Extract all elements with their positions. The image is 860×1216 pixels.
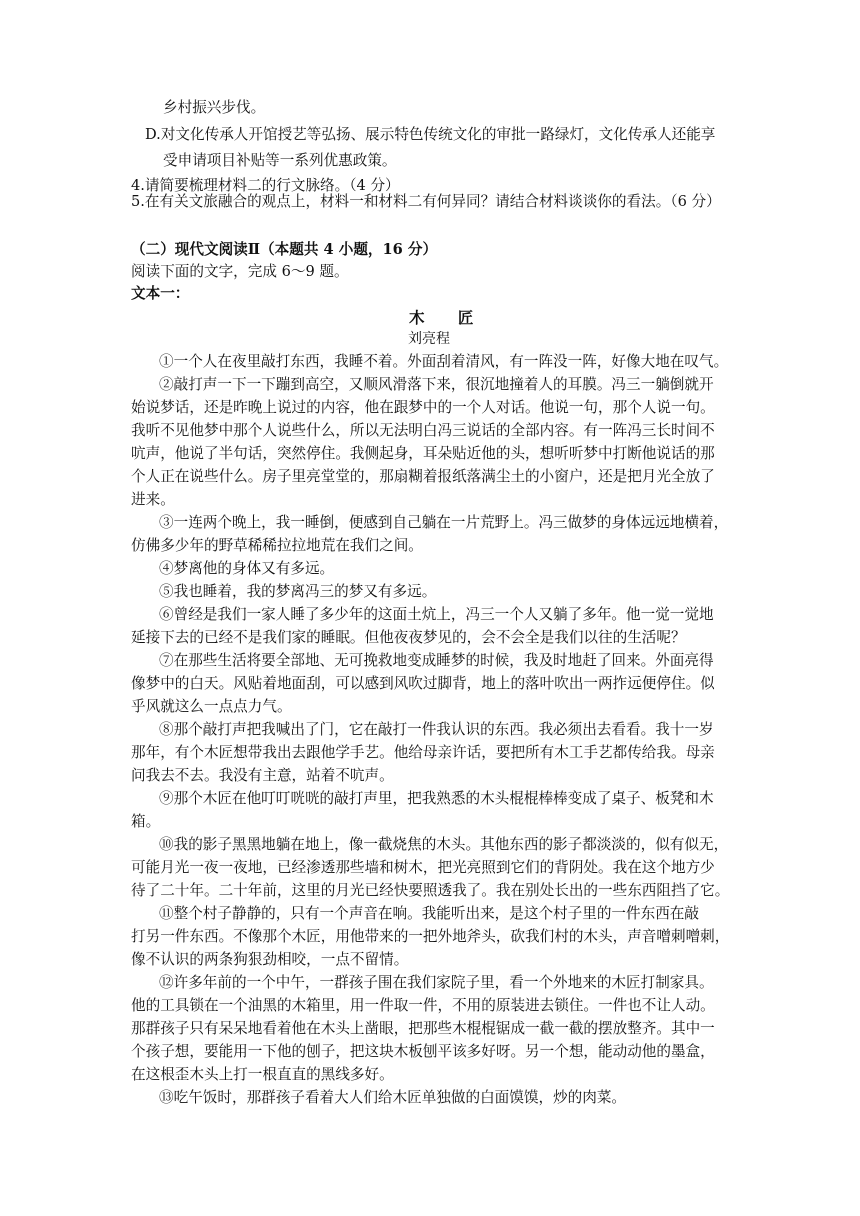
paragraph-line: ⑫许多年前的一个中午，一群孩子围在我们家院子里，看一个外地来的木匠打制家具。 — [159, 974, 714, 991]
paragraph-line: 延接下去的已经不是我们家的睡眠。但他夜夜梦见的，会不会全是我们以往的生活呢？ — [131, 629, 686, 646]
paragraph-line: 待了二十年。二十年前，这里的月光已经快要照透我了。我在别处长出的一些东西阻挡了它。 — [131, 882, 730, 899]
paragraph-line: 乎风就这么一点点力气。 — [131, 698, 292, 715]
paragraph-line: ⑤我也睡着，我的梦离冯三的梦又有多远。 — [159, 583, 437, 600]
paragraph-line: ⑬吃午饭时，那群孩子看着大人们给木匠单独做的白面馍馍，炒的肉菜。 — [159, 1089, 627, 1106]
paragraph-line: ⑪整个村子静静的，只有一个声音在响。我能听出来，是这个村子里的一件东西在敲 — [159, 905, 699, 922]
paragraph-line: 问我去不去。我没有主意，站着不吭声。 — [131, 767, 394, 784]
paragraph-line: 可能月光一夜一夜地，已经渗透那些墙和树木，把光亮照到它们的背阴处。我在这个地方少 — [131, 859, 715, 876]
paragraph-line: 他的工具锁在一个油黑的木箱里，用一件取一件，不用的原装进去锁住。一件也不让人动。 — [131, 997, 715, 1014]
paragraph-line: 仿佛多少年的野草稀稀拉拉地荒在我们之间。 — [131, 537, 423, 554]
paragraph-line: ⑧那个敲打声把我喊出了门，它在敲打一件我认识的东西。我必须出去看看。我十一岁 — [159, 721, 714, 738]
text-label: 文本一： — [131, 285, 190, 302]
option-c-continuation: 乡村振兴步伐。 — [163, 99, 266, 116]
paragraph-line: 个孩子想，要能用一下他的刨子，把这块木板刨平该多好呀。另一个想，能动动他的墨盒， — [131, 1043, 715, 1060]
paragraph-line: 那群孩子只有呆呆地看着他在木头上凿眼，把那些木棍棍锯成一截一截的摆放整齐。其中一 — [131, 1020, 715, 1037]
paragraph-line: 箱。 — [131, 813, 161, 830]
paragraph-line: ⑩我的影子黑黑地躺在地上，像一截烧焦的木头。其他东西的影子都淡淡的，似有似无， — [159, 836, 729, 853]
paragraph-line: 那年，有个木匠想带我出去跟他学手艺。他给母亲许话，要把所有木工手艺都传给我。母亲 — [131, 744, 715, 761]
option-d-line1: D.对文化传承人开馆授艺等弘扬、展示特色传统文化的审批一路绿灯，文化传承人还能享 — [145, 126, 716, 143]
section-instruction: 阅读下面的文字，完成 6～9 题。 — [131, 263, 349, 280]
story-title: 木 匠 — [409, 308, 488, 327]
paragraph-line: 始说梦话，还是昨晚上说过的内容，他在跟梦中的一个人对话。他说一句，那个人说一句。 — [131, 399, 715, 416]
option-d-line2: 受申请项目补贴等一系列优惠政策。 — [163, 152, 397, 169]
paragraph-line: 个人正在说些什么。房子里亮堂堂的，那扇糊着报纸落满尘土的小窗户，还是把月光全放了 — [131, 468, 715, 485]
paragraph-line: ③一连两个晚上，我一睡倒，便感到自己躺在一片荒野上。冯三做梦的身体远远地横着， — [159, 514, 729, 531]
question-4: 4.请简要梳理材料二的行文脉络。（4 分） — [131, 177, 400, 194]
paragraph-line: ⑥曾经是我们一家人睡了多少年的这面土炕上，冯三一个人又躺了多年。他一觉一觉地 — [159, 606, 714, 623]
question-5: 5.在有关文旅融合的观点上，材料一和材料二有何异同？请结合材料谈谈你的看法。（6 分） — [131, 193, 721, 210]
paragraph-line: 打另一件东西。不像那个木匠，用他带来的一把外地斧头，砍我们村的木头，声音噌刺噌刺， — [131, 928, 730, 945]
paragraph-line: ⑦在那些生活将要全部地、无可挽救地变成睡梦的时候，我及时地赶了回来。外面亮得 — [159, 652, 714, 669]
paragraph-line: ①一个人在夜里敲打东西，我睡不着。外面刮着清风，有一阵没一阵，好像大地在叹气。 — [159, 353, 729, 370]
story-author: 刘亮程 — [408, 331, 450, 347]
paragraph-line: ⑨那个木匠在他叮叮咣咣的敲打声里，把我熟悉的木头棍棍棒棒变成了桌子、板凳和木 — [159, 790, 714, 807]
paragraph-line: 吭声，他说了半句话，突然停住。我侧起身，耳朵贴近他的头，想听听梦中打断他说话的那 — [131, 445, 715, 462]
paragraph-line: 在这根歪木头上打一根直直的黑线多好。 — [131, 1066, 394, 1083]
paragraph-line: ④梦离他的身体又有多远。 — [159, 560, 335, 577]
paragraph-line: 像梦中的白天。风贴着地面刮，可以感到风吹过脚背，地上的落叶吹出一两拃远便停住。似 — [131, 675, 715, 692]
paragraph-line: ②敲打声一下一下蹦到高空，又顺风滑落下来，很沉地撞着人的耳膜。冯三一躺倒就开 — [159, 376, 714, 393]
section-heading: （二）现代文阅读Ⅱ（本题共 4 小题，16 分） — [131, 241, 438, 258]
paragraph-line: 进来。 — [131, 491, 175, 508]
paragraph-line: 我听不见他梦中那个人说些什么，所以无法明白冯三说话的全部内容。有一阵冯三长时间不 — [131, 422, 715, 439]
paragraph-line: 像不认识的两条狗狠劲相咬，一点不留情。 — [131, 951, 409, 968]
